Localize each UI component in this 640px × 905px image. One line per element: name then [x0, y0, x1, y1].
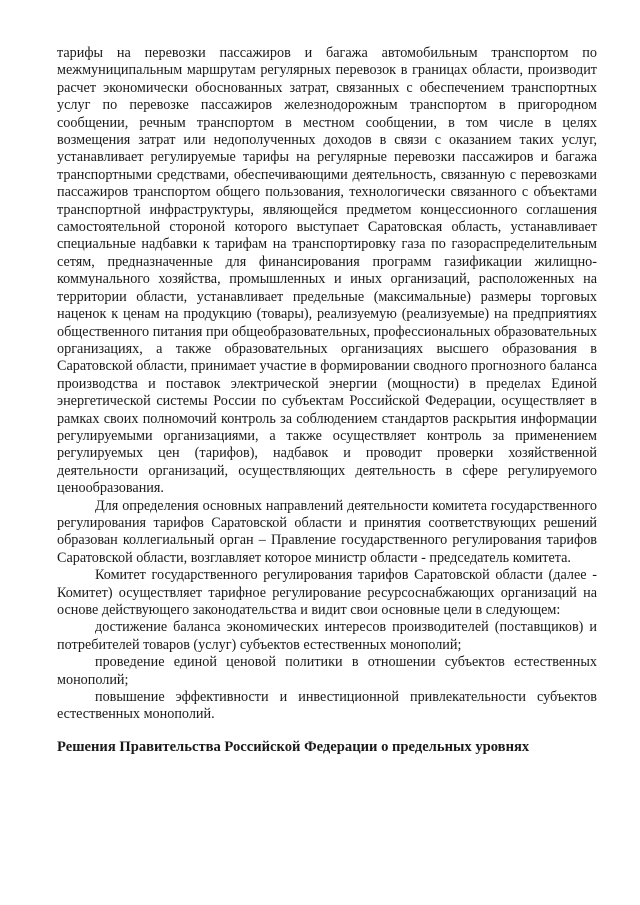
list-item-goal-balance: достижение баланса экономических интересов производителей (поставщиков) и потребителей товаров (услуг) субъектов естественных монополий;	[57, 619, 597, 653]
paragraph-board: Для определения основных направлений деятельности комитета государственного регулирования тарифов Саратовской области и принятия соответствующих решений образован коллегиальный орган – Правление государственного регулирования тарифов Саратовской области, возглавляет которое министр области - председатель комитета.	[57, 497, 597, 566]
paragraph-committee-goals: Комитет государственного регулирования тарифов Саратовской области (далее - Комитет) осуществляет тарифное регулирование ресурсоснабжающих организаций на основе действующего законодательства и видит свои основные цели в следующем:	[57, 567, 597, 618]
section-heading: Решения Правительства Российской Федерации о предельных уровнях	[57, 738, 530, 755]
paragraph-tariff-powers: тарифы на перевозки пассажиров и багажа автомобильным транспортом по межмуниципальным маршрутам регулярных перевозок в границах области, производит расчет экономически обоснованных затрат, связанных с обеспечением транспортных услуг по перевозке пассажиров железнодорожным транспортом в пригородном сообщении, речным транспортом в местном сообщении, в том числе в целях возмещения затрат или недополученных доходов в связи с оказанием таких услуг, устанавливает регулируемые тарифы на регулярные перевозки пассажиров и багажа транспортными средствами, обеспечивающими деятельность, связанную с перевозками пассажиров транспортом общего пользования, технологически связанного с объектами транспортной инфраструктуры, являющейся предметом концессионного соглашения самостоятельной стороной которого выступает Саратовская область, устанавливает специальные надбавки к тарифам на транспортировку газа по газораспределительным сетям, предназначенные для финансирования программ газификации жилищно-коммунального хозяйства, промышленных и иных организаций, расположенных на территории области, устанавливает предельные (максимальные) размеры торговых наценок к ценам на продукцию (товары), реализуемую (реализуемые) на предприятиях общественного питания при общеобразовательных, профессиональных образовательных организациях, а также образовательных организациях высшего образования в Саратовской области, принимает участие в формировании сводного прогнозного баланса производства и поставок электрической энергии (мощности) в пределах Единой энергетической системы России по субъектам Российской Федерации, осуществляет в рамках своих полномочий контроль за соблюдением стандартов раскрытия информации регулируемыми организациями, а также осуществляет контроль за применением регулируемых цен (тарифов), надбавок и проводит проверки хозяйственной деятельности организаций, осуществляющих деятельность в сфере регулируемого ценообразования.	[57, 45, 597, 497]
document-body	[57, 45, 597, 756]
list-item-goal-pricing-policy: проведение единой ценовой политики в отношении субъектов естественных монополий;	[57, 654, 597, 688]
list-item-goal-investment: повышение эффективности и инвестиционной привлекательности субъектов естественных монополий.	[57, 689, 597, 723]
